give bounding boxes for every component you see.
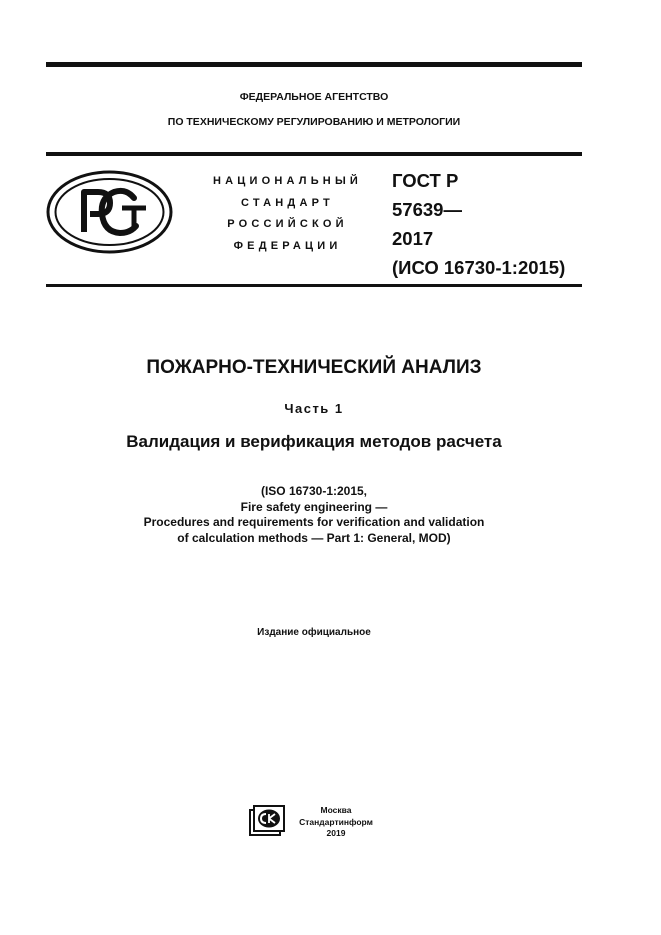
gost-number-line: 57639— — [392, 199, 462, 220]
national-standard-line: ФЕДЕРАЦИИ — [233, 239, 342, 252]
international-reference-line: Fire safety engineering — — [240, 499, 388, 514]
rst-certification-logo-icon — [46, 170, 173, 254]
international-reference-line: (ISO 16730-1:2015, — [260, 484, 368, 498]
gost-year-line: 2017 — [392, 228, 434, 249]
publisher-name: Стандартинформ — [299, 816, 373, 827]
top-rule — [46, 62, 582, 67]
gost-number-line: ГОСТ Р — [392, 170, 459, 191]
edition-label: Издание официальное — [257, 627, 371, 638]
document-subtitle: Валидация и верификация методов расчета — [126, 432, 502, 451]
standartinform-logo-icon — [247, 805, 285, 837]
international-reference-line: Procedures and requirements for verification and validation — [143, 515, 485, 529]
publisher-info — [292, 805, 380, 840]
national-standard-line: СТАНДАРТ — [241, 196, 334, 209]
agency-name-line2: ПО ТЕХНИЧЕСКОМУ РЕГУЛИРОВАНИЮ И МЕТРОЛОГИИ — [167, 116, 461, 128]
agency-name-line1: ФЕДЕРАЛЬНОЕ АГЕНТСТВО — [239, 91, 389, 103]
international-reference-line: of calculation methods — Part 1: General, MOD) — [177, 530, 451, 545]
national-standard-line: РОССИЙСКОЙ — [227, 218, 348, 230]
national-standard-label — [200, 171, 375, 257]
bottom-rule — [46, 284, 582, 287]
document-title: ПОЖАРНО-ТЕХНИЧЕСКИЙ АНАЛИЗ — [146, 357, 482, 378]
part-number: Часть 1 — [284, 401, 344, 416]
international-reference — [46, 484, 582, 546]
middle-rule — [46, 152, 582, 156]
publication-year: 2019 — [326, 828, 346, 838]
publisher-city: Москва — [320, 805, 352, 815]
gost-designation — [392, 166, 565, 282]
national-standard-line: НАЦИОНАЛЬНЫЙ — [212, 175, 363, 187]
iso-reference-line: (ИСО 16730-1:2015) — [392, 257, 566, 278]
